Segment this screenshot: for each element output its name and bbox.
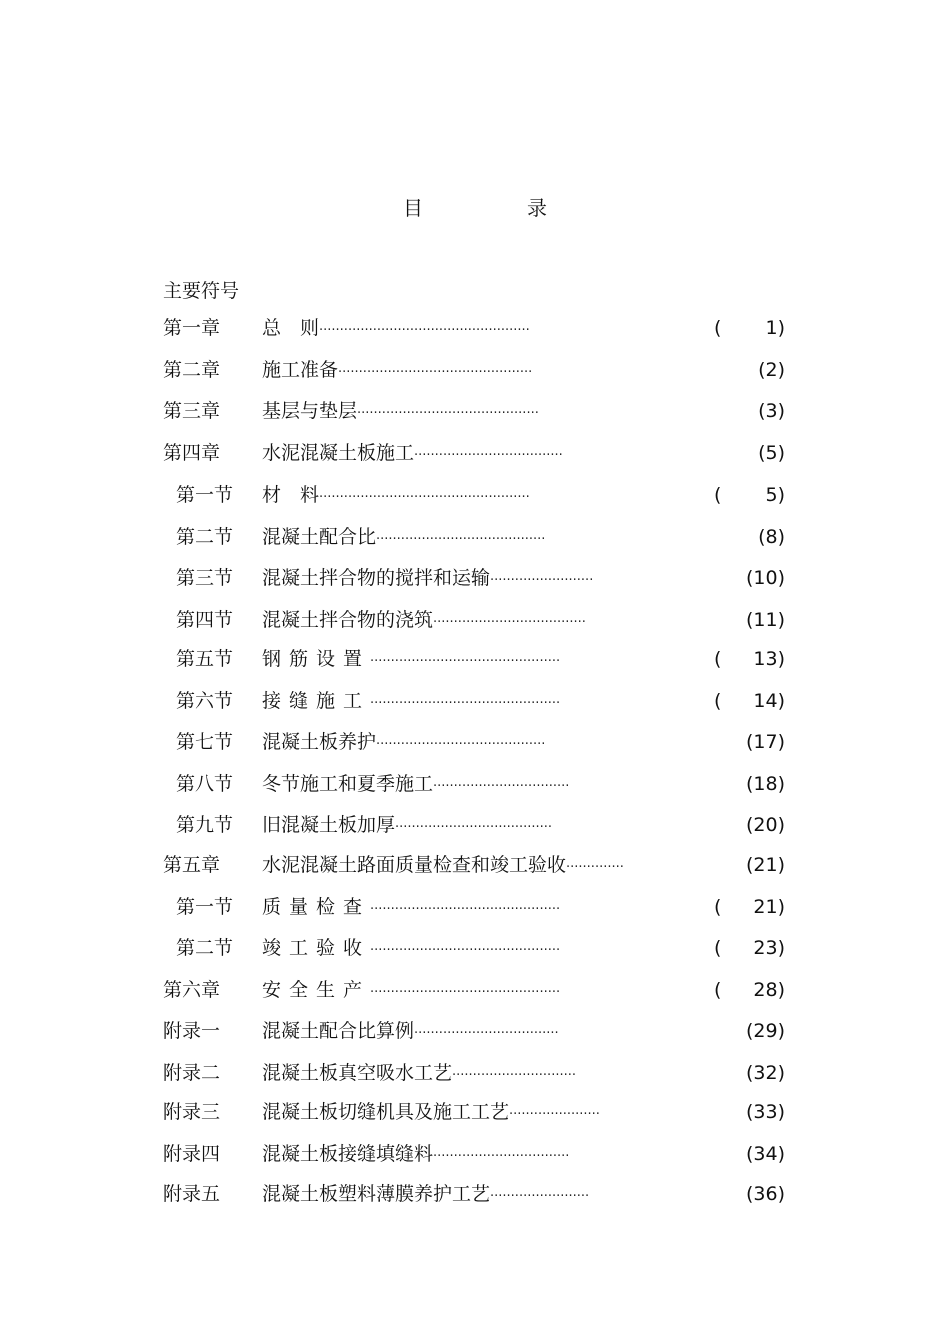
toc-entry xyxy=(0,440,950,466)
toc-entry-label: 第八节 xyxy=(176,773,234,795)
toc-entry-label: 第二节 xyxy=(176,526,234,548)
toc-entry-label: 第三章 xyxy=(163,400,221,422)
toc-page-number: (10) xyxy=(745,567,785,589)
toc-entry-title-text: 混凝土板真空吸水工艺 xyxy=(262,1062,453,1084)
toc-entry-label: 第五章 xyxy=(163,854,221,876)
toc-page-number: 1) xyxy=(765,317,785,339)
toc-entry-label: 附录三 xyxy=(163,1101,221,1123)
toc-page-number: (21) xyxy=(745,854,785,876)
toc-entry-title-text: 安全生产 xyxy=(262,979,371,1001)
toc-entry-label: 第五节 xyxy=(176,648,234,670)
toc-entry xyxy=(0,482,950,508)
toc-entry-label: 第七节 xyxy=(176,731,234,753)
toc-page-number: 5) xyxy=(765,484,785,506)
toc-page-number: (17) xyxy=(745,731,785,753)
toc-entry-label: 第四节 xyxy=(176,609,234,631)
toc-entry-title xyxy=(262,357,532,386)
toc-entry xyxy=(0,771,950,797)
toc-entry-title xyxy=(262,646,560,675)
toc-leader-dots: ····································· xyxy=(433,615,586,630)
toc-leader-dots: ········································· xyxy=(376,532,546,547)
toc-leader-dots: ·············································· xyxy=(370,696,561,711)
toc-entry-title-text: 混凝土板塑料薄膜养护工艺 xyxy=(262,1183,491,1205)
toc-entry-title-text: 混凝土拌合物的浇筑 xyxy=(262,609,434,631)
toc-entry xyxy=(0,935,950,961)
toc-entry-title-text: 质量检查 xyxy=(262,896,371,918)
toc-entry xyxy=(0,398,950,424)
toc-page-number: 21) xyxy=(753,896,785,918)
toc-entry-label: 第一节 xyxy=(176,896,234,918)
toc-entry-title xyxy=(262,565,593,594)
toc-entry xyxy=(0,607,950,633)
toc-entry xyxy=(0,1099,950,1125)
toc-entry-title xyxy=(262,852,624,881)
toc-page-number: (36) xyxy=(745,1183,785,1205)
toc-entry-title xyxy=(262,771,569,800)
toc-page-paren: ( xyxy=(714,937,722,959)
toc-leader-dots: ······················ xyxy=(509,1107,600,1122)
toc-leader-dots: ·············· xyxy=(566,860,624,875)
toc-leader-dots: ············································ xyxy=(357,406,539,421)
toc-entry-title xyxy=(262,894,560,923)
toc-entry xyxy=(0,646,950,672)
toc-page-number: 13) xyxy=(753,648,785,670)
toc-page-paren: ( xyxy=(714,896,722,918)
toc-entry xyxy=(0,894,950,920)
toc-entry-title xyxy=(262,935,560,964)
toc-entry xyxy=(0,1181,950,1207)
toc-page-paren: ( xyxy=(714,484,722,506)
toc-entry-label: 附录一 xyxy=(163,1020,221,1042)
toc-leader-dots: ··················································· xyxy=(319,490,530,505)
toc-entry-label: 第六章 xyxy=(163,979,221,1001)
toc-entry-title-text: 混凝土配合比算例 xyxy=(262,1020,415,1042)
toc-entry-label: 第四章 xyxy=(163,442,221,464)
toc-page-paren: ( xyxy=(714,690,722,712)
toc-entry xyxy=(0,524,950,550)
toc-entry-title xyxy=(262,729,545,758)
toc-page-number: (29) xyxy=(745,1020,785,1042)
toc-entry xyxy=(0,565,950,591)
toc-entry-title xyxy=(262,1181,589,1210)
toc-entry-label: 附录四 xyxy=(163,1143,221,1165)
toc-entry-title xyxy=(262,688,560,717)
toc-page-number: (11) xyxy=(745,609,785,631)
toc-leader-dots: ································· xyxy=(433,1149,570,1164)
toc-leader-dots: ··············································· xyxy=(338,365,533,380)
toc-entry-label: 附录五 xyxy=(163,1183,221,1205)
toc-leader-dots: ························· xyxy=(490,573,594,588)
toc-entry-title xyxy=(262,440,563,469)
toc-entry-label: 第一节 xyxy=(176,484,234,506)
toc-page-number: 14) xyxy=(753,690,785,712)
toc-entry-title-text: 水泥混凝土板施工 xyxy=(262,442,415,464)
toc-entry-label: 附录二 xyxy=(163,1062,221,1084)
toc-page-paren: ( xyxy=(714,979,722,1001)
toc-page-number: (5) xyxy=(758,442,785,464)
toc-leader-dots: ·············································· xyxy=(370,902,561,917)
toc-page-number: (32) xyxy=(745,1062,785,1084)
toc-entry xyxy=(0,357,950,383)
toc-page-number: (8) xyxy=(758,526,785,548)
toc-entry-title-text: 混凝土配合比 xyxy=(262,526,377,548)
symbols-heading: 主要符号 xyxy=(163,280,240,302)
toc-page-paren: ( xyxy=(714,648,722,670)
toc-leader-dots: ·············································· xyxy=(370,654,561,669)
toc-entry xyxy=(0,688,950,714)
toc-entry xyxy=(0,1018,950,1044)
toc-entry xyxy=(0,977,950,1003)
toc-entry-title xyxy=(262,1060,576,1089)
toc-entry-title xyxy=(262,977,560,1006)
toc-entry-label: 第二节 xyxy=(176,937,234,959)
toc-entry-label: 第二章 xyxy=(163,359,221,381)
toc-entry-label: 第三节 xyxy=(176,567,234,589)
toc-entry-title-text: 水泥混凝土路面质量检查和竣工验收 xyxy=(262,854,567,876)
toc-entry-title-text: 施工准备 xyxy=(262,359,339,381)
toc-entry-label: 第一章 xyxy=(163,317,221,339)
toc-entry-title xyxy=(262,812,552,841)
toc-page-paren: ( xyxy=(714,317,722,339)
toc-leader-dots: ························ xyxy=(490,1189,590,1204)
toc-page-number: 23) xyxy=(753,937,785,959)
toc-entry-title xyxy=(262,398,539,427)
toc-entry-title xyxy=(262,607,586,636)
toc-leader-dots: ···································· xyxy=(414,448,563,463)
toc-entry-title xyxy=(262,1018,559,1047)
toc-entry-title-text: 混凝土板接缝填缝料 xyxy=(262,1143,434,1165)
toc-leader-dots: ········································· xyxy=(376,737,546,752)
toc-entry xyxy=(0,852,950,878)
toc-page-number: (20) xyxy=(745,814,785,836)
toc-entry-title xyxy=(262,482,530,511)
toc-entry-title-text: 竣工验收 xyxy=(262,937,371,959)
toc-entry-title-text: 混凝土拌合物的搅拌和运输 xyxy=(262,567,491,589)
toc-entry-title xyxy=(262,315,530,344)
toc-entry-title-text: 接缝施工 xyxy=(262,690,371,712)
toc-entry-label: 第九节 xyxy=(176,814,234,836)
toc-entry xyxy=(0,1060,950,1086)
toc-page-number: (18) xyxy=(745,773,785,795)
toc-entry-title-text: 旧混凝土板加厚 xyxy=(262,814,396,836)
toc-page-number: (2) xyxy=(758,359,785,381)
toc-entry-title-text: 钢筋设置 xyxy=(262,648,371,670)
toc-entry-title-text: 混凝土板养护 xyxy=(262,731,377,753)
page-title: 目 录 xyxy=(403,196,589,220)
toc-entry xyxy=(0,812,950,838)
toc-leader-dots: ································· xyxy=(433,779,570,794)
toc-leader-dots: ·············································· xyxy=(370,943,561,958)
toc-entry-title-text: 混凝土板切缝机具及施工工艺 xyxy=(262,1101,510,1123)
toc-leader-dots: ··················································· xyxy=(319,323,530,338)
toc-page-number: (33) xyxy=(745,1101,785,1123)
toc-page-number: (34) xyxy=(745,1143,785,1165)
toc-leader-dots: ······································ xyxy=(395,820,553,835)
toc-page-number: (3) xyxy=(758,400,785,422)
toc-entry-label: 第六节 xyxy=(176,690,234,712)
toc-leader-dots: ·············································· xyxy=(370,985,561,1000)
toc-leader-dots: ··································· xyxy=(414,1026,559,1041)
toc-entry-title-text: 冬节施工和夏季施工 xyxy=(262,773,434,795)
toc-entry xyxy=(0,315,950,341)
toc-entry-title xyxy=(262,524,545,553)
toc-page-number: 28) xyxy=(753,979,785,1001)
toc-entry xyxy=(0,1141,950,1167)
toc-entry-title xyxy=(262,1099,600,1128)
toc-entry-title-text: 材 料 xyxy=(262,484,320,506)
toc-entry-title-text: 基层与垫层 xyxy=(262,400,358,422)
toc-leader-dots: ······························ xyxy=(452,1068,576,1083)
toc-entry-title-text: 总 则 xyxy=(262,317,320,339)
toc-entry-title xyxy=(262,1141,569,1170)
toc-entry xyxy=(0,729,950,755)
